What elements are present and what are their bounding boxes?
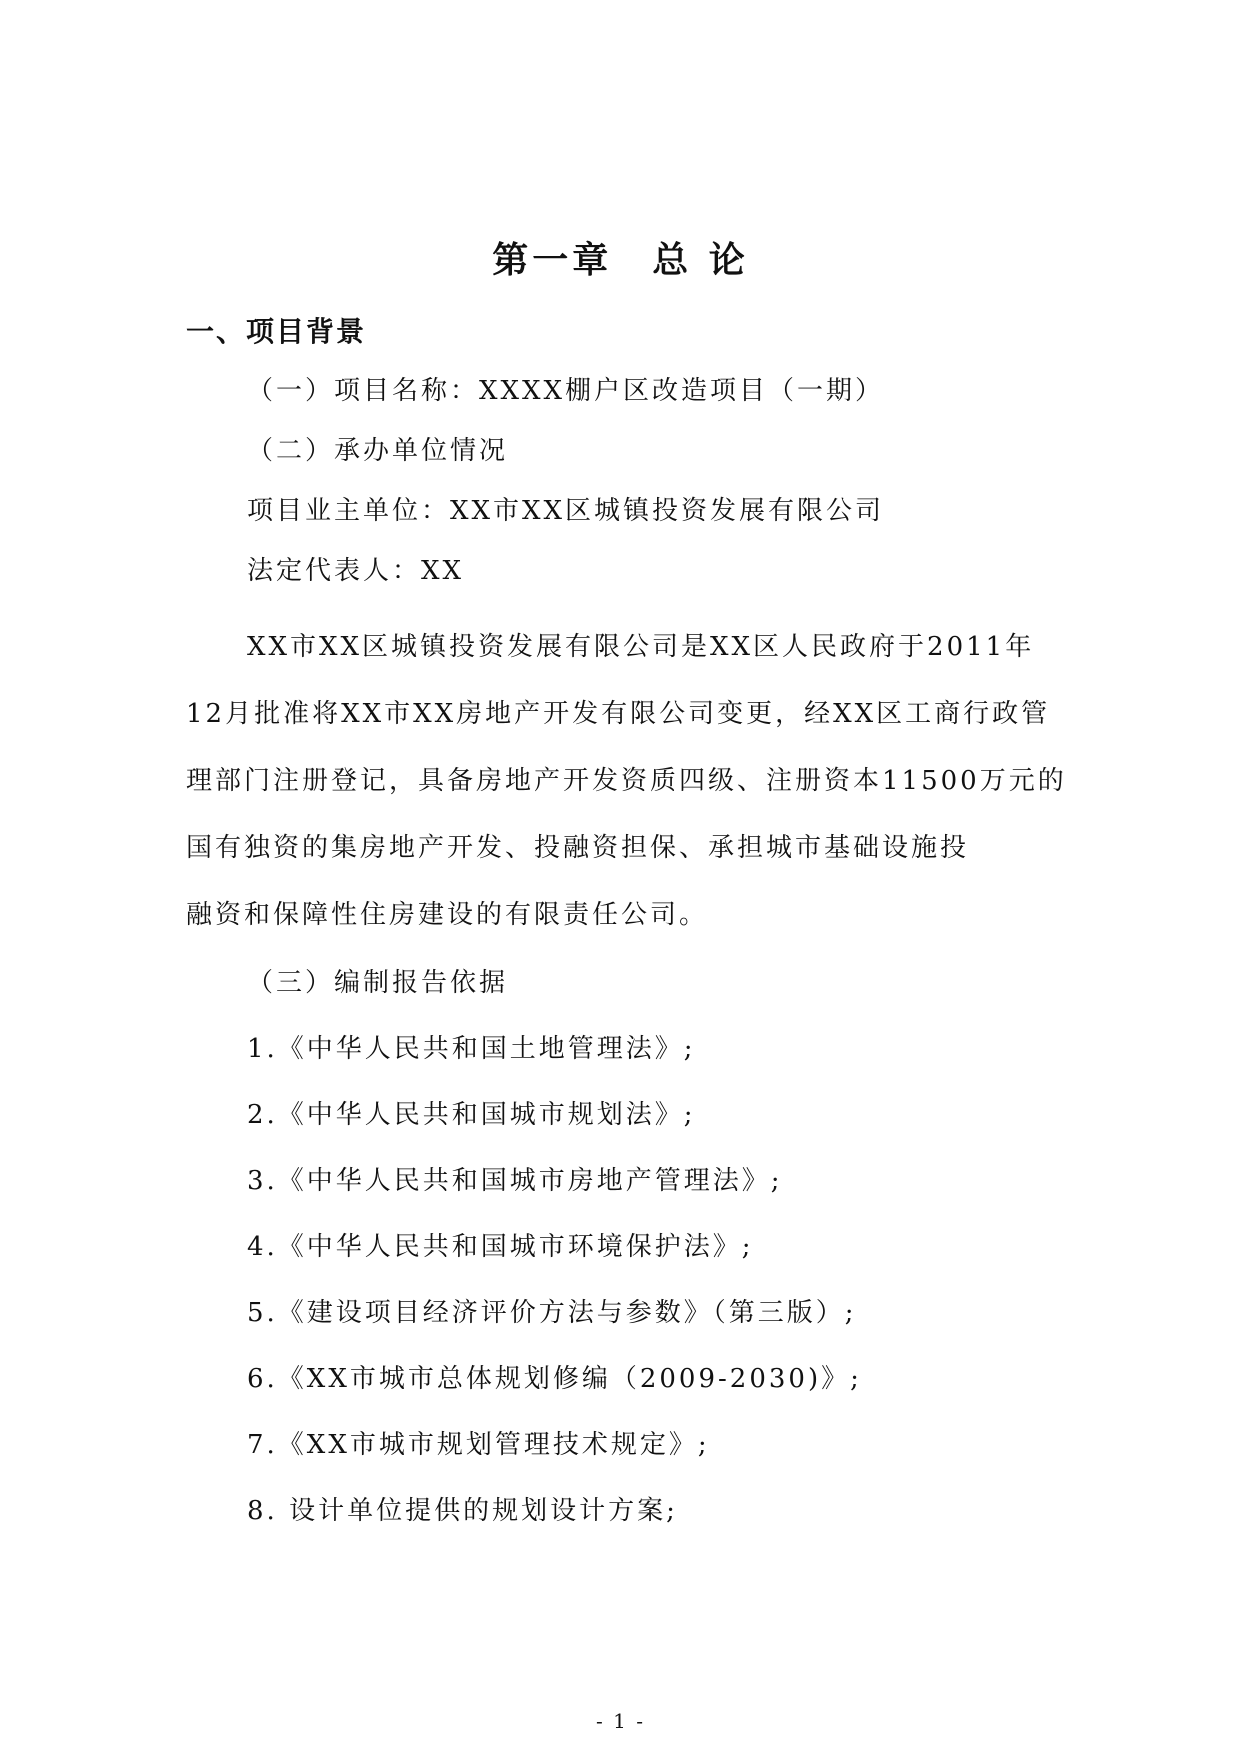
basis-list-item: 5.《建设项目经济评价方法与参数》（第三版）; — [247, 1298, 857, 1328]
project-name-line: （一）项目名称：XXXX棚户区改造项目（一期） — [247, 376, 885, 406]
basis-list-item: 6.《XX市城市总体规划修编（2009-2030)》; — [247, 1364, 862, 1394]
basis-list-item: 7.《XX市城市规划管理技术规定》; — [247, 1430, 710, 1460]
owner-unit-line: 项目业主单位：XX市XX区城镇投资发展有限公司 — [247, 496, 885, 526]
paragraph-line: XX市XX区城镇投资发展有限公司是XX区人民政府于2011年 — [247, 632, 1035, 662]
paragraph-line: 国有独资的集房地产开发、投融资担保、承担城市基础设施投 — [186, 833, 970, 863]
chapter-title: 第一章 总 论 — [492, 239, 749, 281]
basis-list-item: 2.《中华人民共和国城市规划法》; — [247, 1100, 696, 1130]
basis-list-item: 1.《中华人民共和国土地管理法》; — [247, 1034, 696, 1064]
paragraph-line: 12月批准将XX市XX房地产开发有限公司变更，经XX区工商行政管 — [186, 699, 1051, 729]
paragraph-line: 理部门注册登记，具备房地产开发资质四级、注册资本11500万元的 — [186, 766, 1067, 796]
basis-heading: （三）编制报告依据 — [247, 968, 509, 998]
basis-list-item: 8. 设计单位提供的规划设计方案; — [247, 1496, 678, 1526]
section-heading: 一、项目背景 — [186, 315, 367, 348]
basis-list-item: 3.《中华人民共和国城市房地产管理法》; — [247, 1166, 783, 1196]
paragraph-line: 融资和保障性住房建设的有限责任公司。 — [186, 900, 709, 930]
basis-list-item: 4.《中华人民共和国城市环境保护法》; — [247, 1232, 754, 1262]
undertaker-heading: （二）承办单位情况 — [247, 436, 509, 466]
legal-rep-line: 法定代表人：XX — [247, 556, 465, 586]
page-number: - 1 - — [596, 1709, 645, 1733]
